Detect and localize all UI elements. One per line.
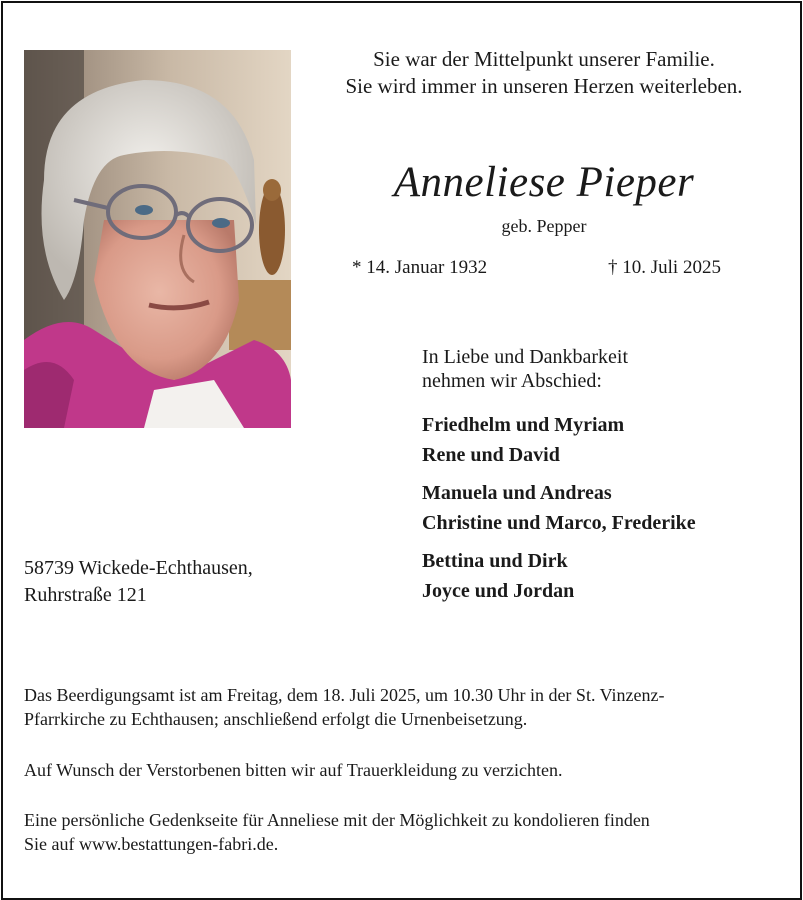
verse-line: Sie wird immer in unseren Herzen weiterleben.	[345, 74, 743, 98]
paragraph-line: Pfarrkirche zu Echthausen; anschließend erfolgt die Urnenbeisetzung.	[24, 709, 528, 729]
paragraph-line: Das Beerdigungsamt ist am Freitag, dem 18. Juli 2025, um 10.30 Uhr in der St. Vinzenz-	[24, 685, 665, 705]
family-member: Bettina und Dirk	[422, 550, 568, 572]
address-line: Ruhrstraße 121	[24, 584, 147, 606]
birth-date: * 14. Januar 1932	[352, 257, 488, 278]
intro-line: In Liebe und Dankbarkeit	[422, 346, 629, 368]
address	[24, 555, 253, 609]
maiden-name: geb. Pepper	[501, 216, 587, 236]
intro-line: nehmen wir Abschied:	[422, 370, 602, 392]
memorial-verse	[305, 46, 783, 100]
family-group	[422, 410, 624, 470]
family-group	[422, 478, 696, 538]
address-line: 58739 Wickede-Echthausen,	[24, 557, 253, 579]
paragraph-line: Sie auf www.bestattungen-fabri.de.	[24, 834, 279, 854]
deceased-name: Anneliese Pieper	[393, 159, 695, 206]
family-group	[422, 546, 574, 606]
paragraph-line: Eine persönliche Gedenkseite für Anneliese mit der Möglichkeit zu kondolieren finden	[24, 810, 650, 830]
family-member: Christine und Marco, Frederike	[422, 512, 696, 534]
family-member: Friedhelm und Myriam	[422, 414, 625, 436]
verse-line: Sie war der Mittelpunkt unserer Familie.	[373, 47, 715, 71]
paragraph-line: Auf Wunsch der Verstorbenen bitten wir auf Trauerkleidung zu verzichten.	[24, 760, 563, 780]
family-member: Rene und David	[422, 444, 560, 466]
family-member: Manuela und Andreas	[422, 482, 612, 504]
portrait-photo	[24, 50, 291, 428]
dress-request	[24, 758, 789, 782]
funeral-info	[24, 683, 789, 731]
memorial-page-info	[24, 808, 789, 856]
family-member: Joyce und Jordan	[422, 580, 575, 602]
farewell-intro	[422, 345, 628, 393]
death-date: † 10. Juli 2025	[608, 257, 721, 278]
